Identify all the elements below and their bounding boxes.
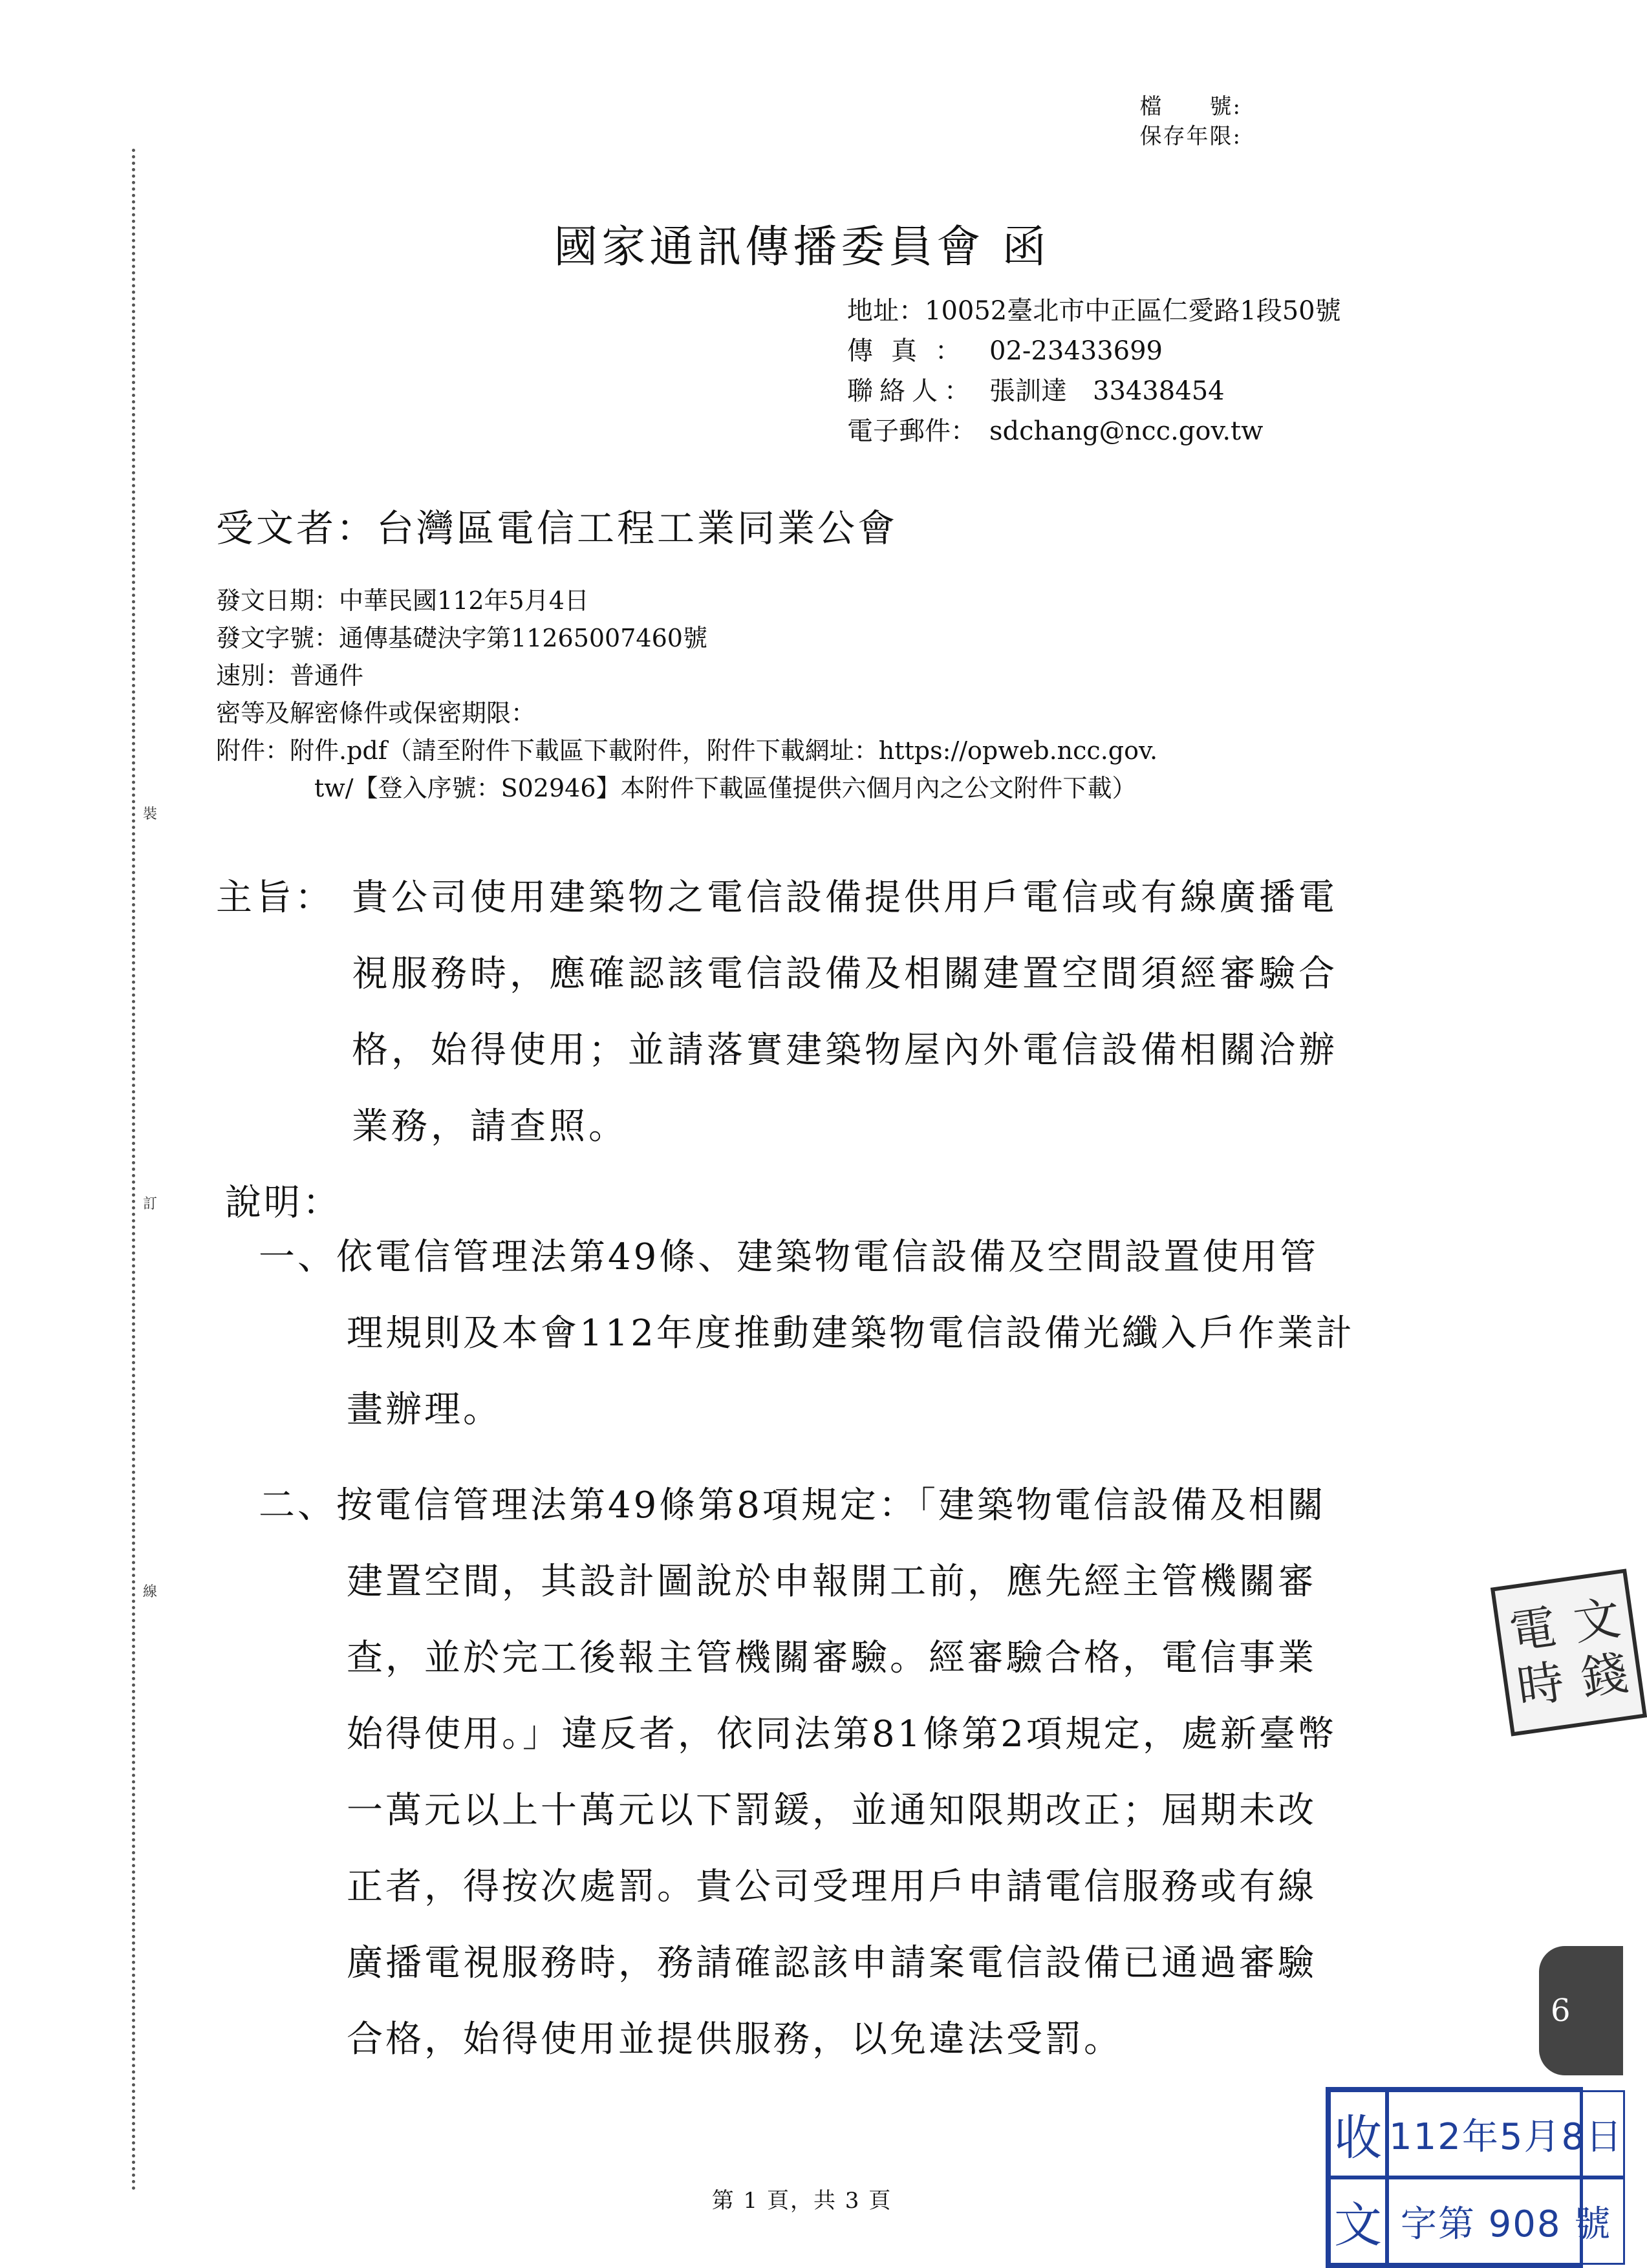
attachment-line-1: 附件：附件.pdf（請至附件下載區下載附件，附件下載網址：https://opweb.ncc.gov. [216, 736, 1158, 765]
subject-section [216, 860, 1445, 1165]
item-line: 一、依電信管理法第49條、建築物電信設備及空間設置使用管 [259, 1236, 1319, 1278]
item-line: 畫辦理。 [347, 1389, 502, 1431]
email-value: sdchang@ncc.gov.tw [989, 416, 1264, 446]
retention-label: 保存年限: [1139, 123, 1242, 149]
item-line: 建置空間，其設計圖說於申報開工前，應先經主管機關審 [347, 1561, 1317, 1603]
fax-row [847, 331, 1341, 371]
subject-line: 貴公司使用建築物之電信設備提供用戶電信或有線廣播電 [352, 877, 1338, 919]
explanation-item-2 [259, 1468, 1461, 2078]
item-line: 理規則及本會112年度推動建築物電信設備光纖入戶作業計 [347, 1312, 1355, 1354]
seal-char: 時 [1513, 1654, 1567, 1715]
contact-block [847, 291, 1341, 451]
email-row [847, 411, 1341, 451]
page-footer: 第 1 頁，共 3 頁 [711, 2188, 892, 2214]
fax-label: 傳真： [847, 336, 979, 366]
issue-number: 發文字號：通傳基礎決字第11265007460號 [216, 624, 707, 652]
contact-person-value: 張訓達 33438454 [989, 376, 1225, 406]
document-metadata [216, 582, 1157, 807]
file-number-label: 檔 號: [1139, 94, 1242, 120]
address-row [847, 291, 1341, 331]
seal-char: 電 [1505, 1599, 1560, 1660]
item-line: 查，並於完工後報主管機關審驗。經審驗合格，電信事業 [347, 1637, 1317, 1679]
binding-mark-ding: 訂 [137, 1195, 163, 1214]
page-edge-seal [1539, 1946, 1623, 2075]
address-value: 10052臺北市中正區仁愛路1段50號 [925, 296, 1341, 326]
item-line: 廣播電視服務時，務請確認該申請案電信設備已通過審驗 [347, 1942, 1317, 1984]
item-line: 二、按電信管理法第49條第8項規定：「建築物電信設備及相關 [259, 1484, 1326, 1526]
electronic-document-seal [1491, 1568, 1647, 1736]
binding-mark-xian: 線 [137, 1583, 163, 1602]
file-info [1140, 92, 1242, 151]
delivery-speed: 速別：普通件 [216, 661, 364, 690]
attachment-line-2: tw/【登入序號：S02946】本附件下載區僅提供六個月內之公文附件下載） [314, 774, 1137, 802]
receipt-number-handwritten: 字第 908 號 [1387, 2177, 1625, 2265]
subject-label: 主旨： [216, 877, 334, 919]
fax-value: 02-23433699 [989, 336, 1163, 366]
item-line: 始得使用。」違反者，依同法第81條第2項規定，處新臺幣 [347, 1713, 1337, 1755]
item-line: 合格，始得使用並提供服務，以免違法受罰。 [347, 2018, 1123, 2060]
seal-char: 錢 [1577, 1645, 1631, 1706]
page-edge-seal-text: 6 [1551, 1993, 1571, 2029]
item-line: 一萬元以上十萬元以下罰鍰，並通知限期改正；屆期未改 [347, 1790, 1317, 1832]
address-label: 地址： [847, 296, 925, 326]
subject-line: 視服務時，應確認該電信設備及相關建置空間須經審驗合 [352, 953, 1338, 995]
email-label: 電子郵件： [847, 416, 976, 446]
receipt-stamp-shou: 收 [1329, 2090, 1387, 2177]
binding-dotted-line [132, 149, 135, 2192]
contact-person-row [847, 371, 1341, 411]
recipient: 受文者：台灣區電信工程工業同業公會 [216, 506, 898, 550]
issue-date: 發文日期：中華民國112年5月4日 [216, 586, 589, 615]
binding-mark-zhuang: 裝 [137, 805, 163, 824]
subject-line: 業務，請查照。 [352, 1106, 628, 1148]
explanation-label: 說明： [225, 1182, 341, 1224]
receipt-stamp-wen: 文 [1329, 2177, 1387, 2265]
seal-char: 文 [1570, 1590, 1624, 1651]
receipt-stamp [1326, 2087, 1624, 2268]
explanation-item-1 [259, 1219, 1461, 1448]
secrecy-level: 密等及解密條件或保密期限： [216, 699, 536, 727]
subject-line: 格，始得使用；並請落實建築物屋內外電信設備相關洽辦 [352, 1029, 1338, 1071]
document-title: 國家通訊傳播委員會 函 [554, 222, 1050, 273]
receipt-date-handwritten: 112年5月8日 [1387, 2090, 1625, 2177]
contact-person-label: 聯絡人： [847, 376, 976, 406]
item-line: 正者，得按次處罰。貴公司受理用戶申請電信服務或有線 [347, 1866, 1317, 1908]
